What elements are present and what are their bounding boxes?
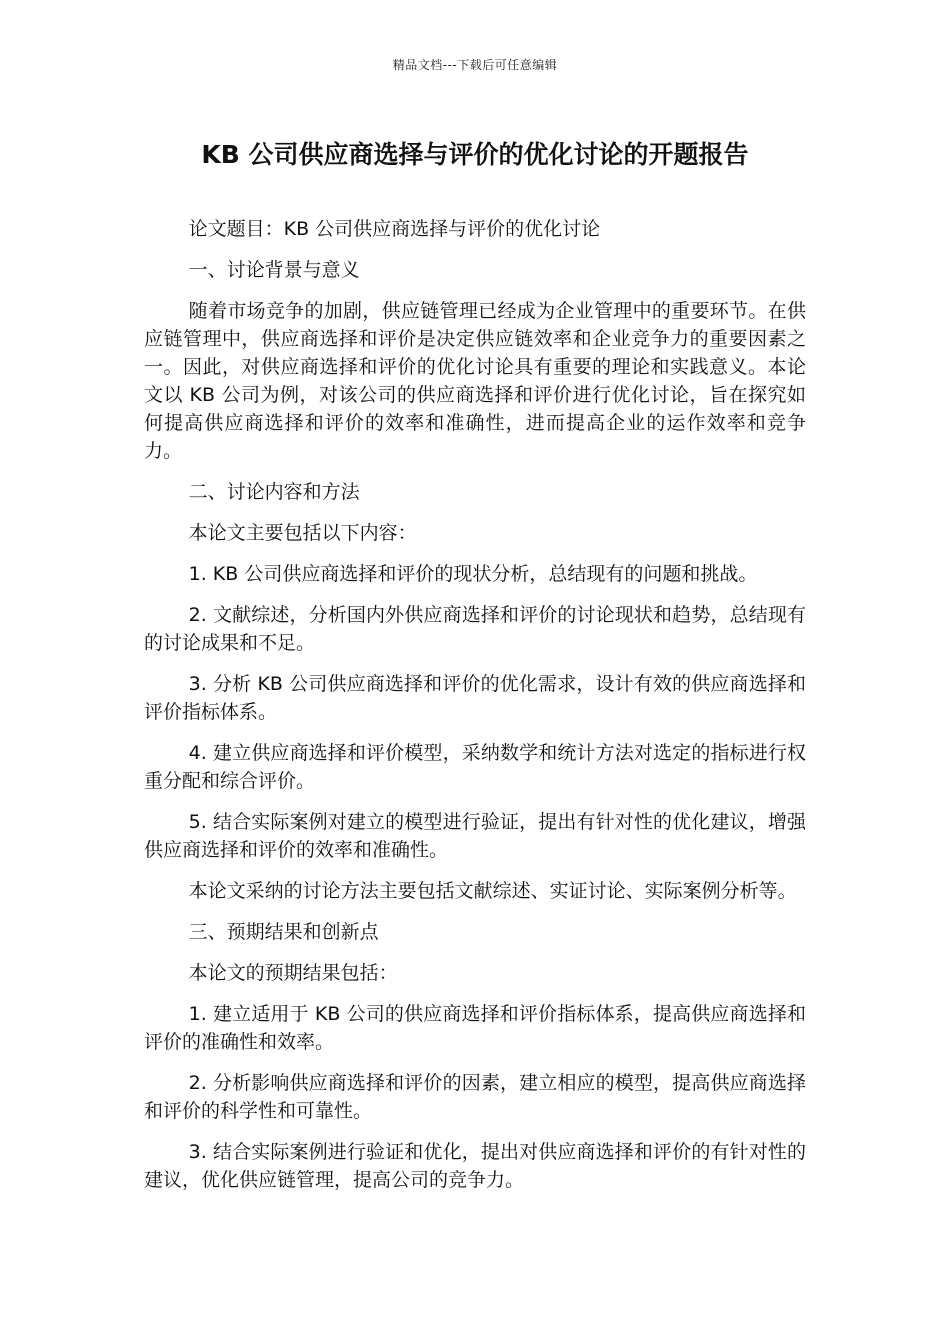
result-item-3: 3. 结合实际案例进行验证和优化，提出对供应商选择和评价的有针对性的建议，优化供应链管理，提高公司的竞争力。 xyxy=(144,1141,806,1191)
result-item-2: 2. 分析影响供应商选择和评价的因素，建立相应的模型，提高供应商选择和评价的科学性和可靠性。 xyxy=(144,1072,806,1122)
background-paragraph: 随着市场竞争的加剧，供应链管理已经成为企业管理中的重要环节。在供应链管理中，供应商选择和评价是决定供应链效率和企业竞争力的重要因素之一。因此，对供应商选择和评价的优化讨论具有重要的理论和实践意义。本论文以 KB 公司为例，对该公司的供应商选择和评价进行优化讨论，旨在探究如何提高供应商选择和评价的效率和准确性，进而提高企业的运作效率和竞争力。 xyxy=(144,300,806,462)
document-body xyxy=(144,215,806,1207)
content-item-3: 3. 分析 KB 公司供应商选择和评价的优化需求，设计有效的供应商选择和评价指标体系。 xyxy=(144,673,806,723)
content-item-2: 2. 文献综述，分析国内外供应商选择和评价的讨论现状和趋势，总结现有的讨论成果和不足。 xyxy=(144,604,806,654)
section-heading-background: 一、讨论背景与意义 xyxy=(188,259,360,281)
thesis-topic-line: 论文题目：KB 公司供应商选择与评价的优化讨论 xyxy=(188,218,601,240)
result-item-1: 1. 建立适用于 KB 公司的供应商选择和评价指标体系，提高供应商选择和评价的准确性和效率。 xyxy=(144,1003,806,1053)
header-note: 精品文档---下载后可任意编辑 xyxy=(392,58,558,72)
content-item-4: 4. 建立供应商选择和评价模型，采纳数学和统计方法对选定的指标进行权重分配和综合评价。 xyxy=(144,742,806,792)
content-item-5: 5. 结合实际案例对建立的模型进行验证，提出有针对性的优化建议，增强供应商选择和评价的效率和准确性。 xyxy=(144,811,806,861)
methods-paragraph: 本论文采纳的讨论方法主要包括文献综述、实证讨论、实际案例分析等。 xyxy=(188,880,797,902)
document-title: KB 公司供应商选择与评价的优化讨论的开题报告 xyxy=(201,140,749,169)
results-intro: 本论文的预期结果包括： xyxy=(188,962,398,984)
content-intro: 本论文主要包括以下内容： xyxy=(188,522,417,544)
section-heading-content-methods: 二、讨论内容和方法 xyxy=(188,481,360,503)
section-heading-results: 三、预期结果和创新点 xyxy=(188,921,379,943)
content-item-1: 1. KB 公司供应商选择和评价的现状分析，总结现有的问题和挑战。 xyxy=(188,563,758,585)
